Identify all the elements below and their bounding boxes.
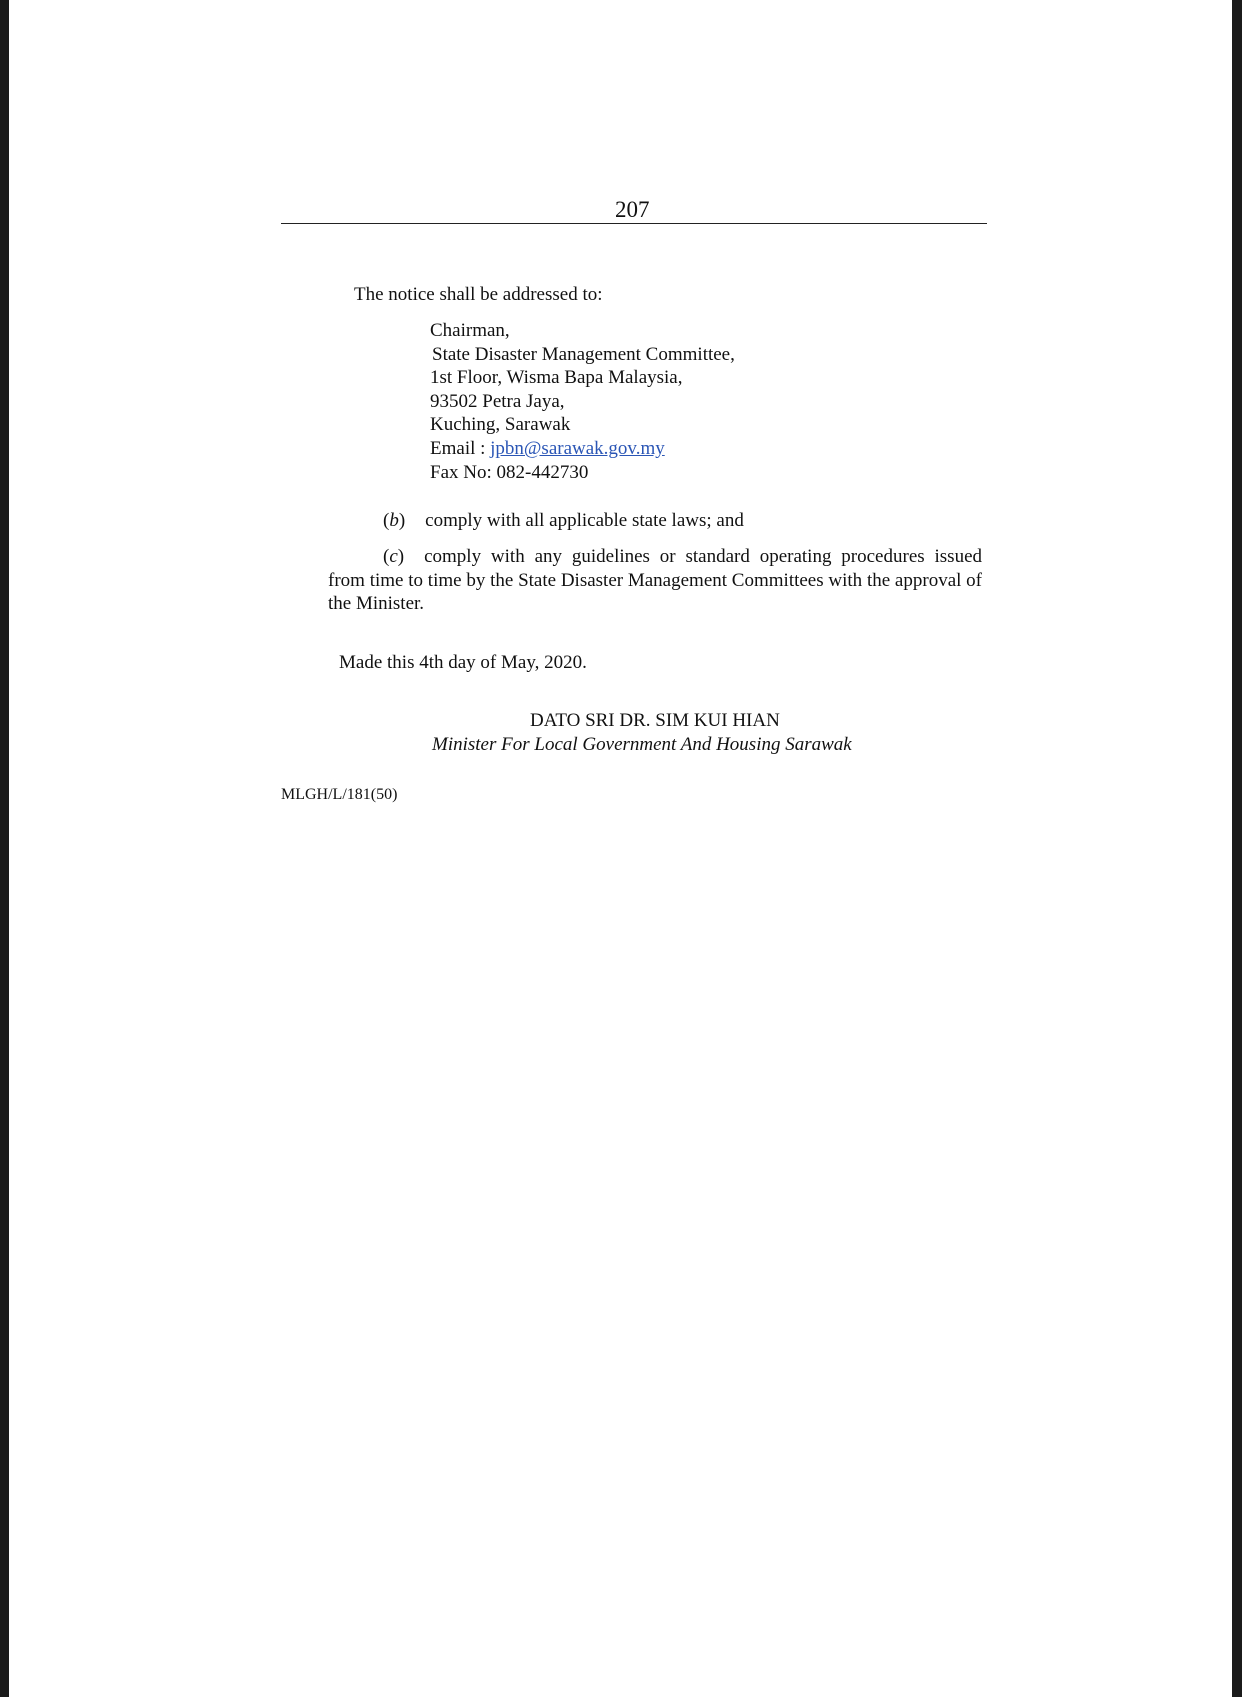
email-label: Email : <box>430 438 491 459</box>
header-rule <box>281 223 987 224</box>
signatory-name: DATO SRI DR. SIM KUI HIAN <box>530 710 780 731</box>
item-b <box>383 509 744 532</box>
address-line-3: 1st Floor, Wisma Bapa Malaysia, <box>430 367 683 388</box>
intro-text: The notice shall be addressed to: <box>354 284 603 305</box>
item-b-close: ) <box>398 510 406 531</box>
item-c <box>328 545 982 616</box>
item-b-letter: b <box>389 510 399 531</box>
item-b-text: comply with all applicable state laws; and <box>425 510 744 531</box>
address-line-1: Chairman, <box>430 320 510 341</box>
reference-number: MLGH/L/181(50) <box>281 786 398 803</box>
address-line-5: Kuching, Sarawak <box>430 414 571 435</box>
made-date: Made this 4th day of May, 2020. <box>339 652 587 673</box>
item-c-close: ) <box>397 546 405 567</box>
email-line <box>430 437 665 460</box>
item-c-open: ( <box>383 546 390 567</box>
viewer-edge <box>1232 0 1242 1697</box>
address-line-2: State Disaster Management Committee, <box>432 344 735 365</box>
item-b-open: ( <box>383 510 390 531</box>
page-number: 207 <box>615 197 650 222</box>
document-page <box>9 0 1232 1697</box>
fax-line: Fax No: 082-442730 <box>430 462 589 483</box>
item-c-letter: c <box>389 546 398 567</box>
email-link[interactable]: jpbn@sarawak.gov.my <box>490 438 665 459</box>
signatory-title: Minister For Local Government And Housing Sarawak <box>432 734 852 755</box>
address-line-4: 93502 Petra Jaya, <box>430 391 565 412</box>
item-c-text: comply with any guidelines or standard operating procedures issued from time to time by the State Disaster Management Committees with the approval of the Minister. <box>328 546 982 614</box>
